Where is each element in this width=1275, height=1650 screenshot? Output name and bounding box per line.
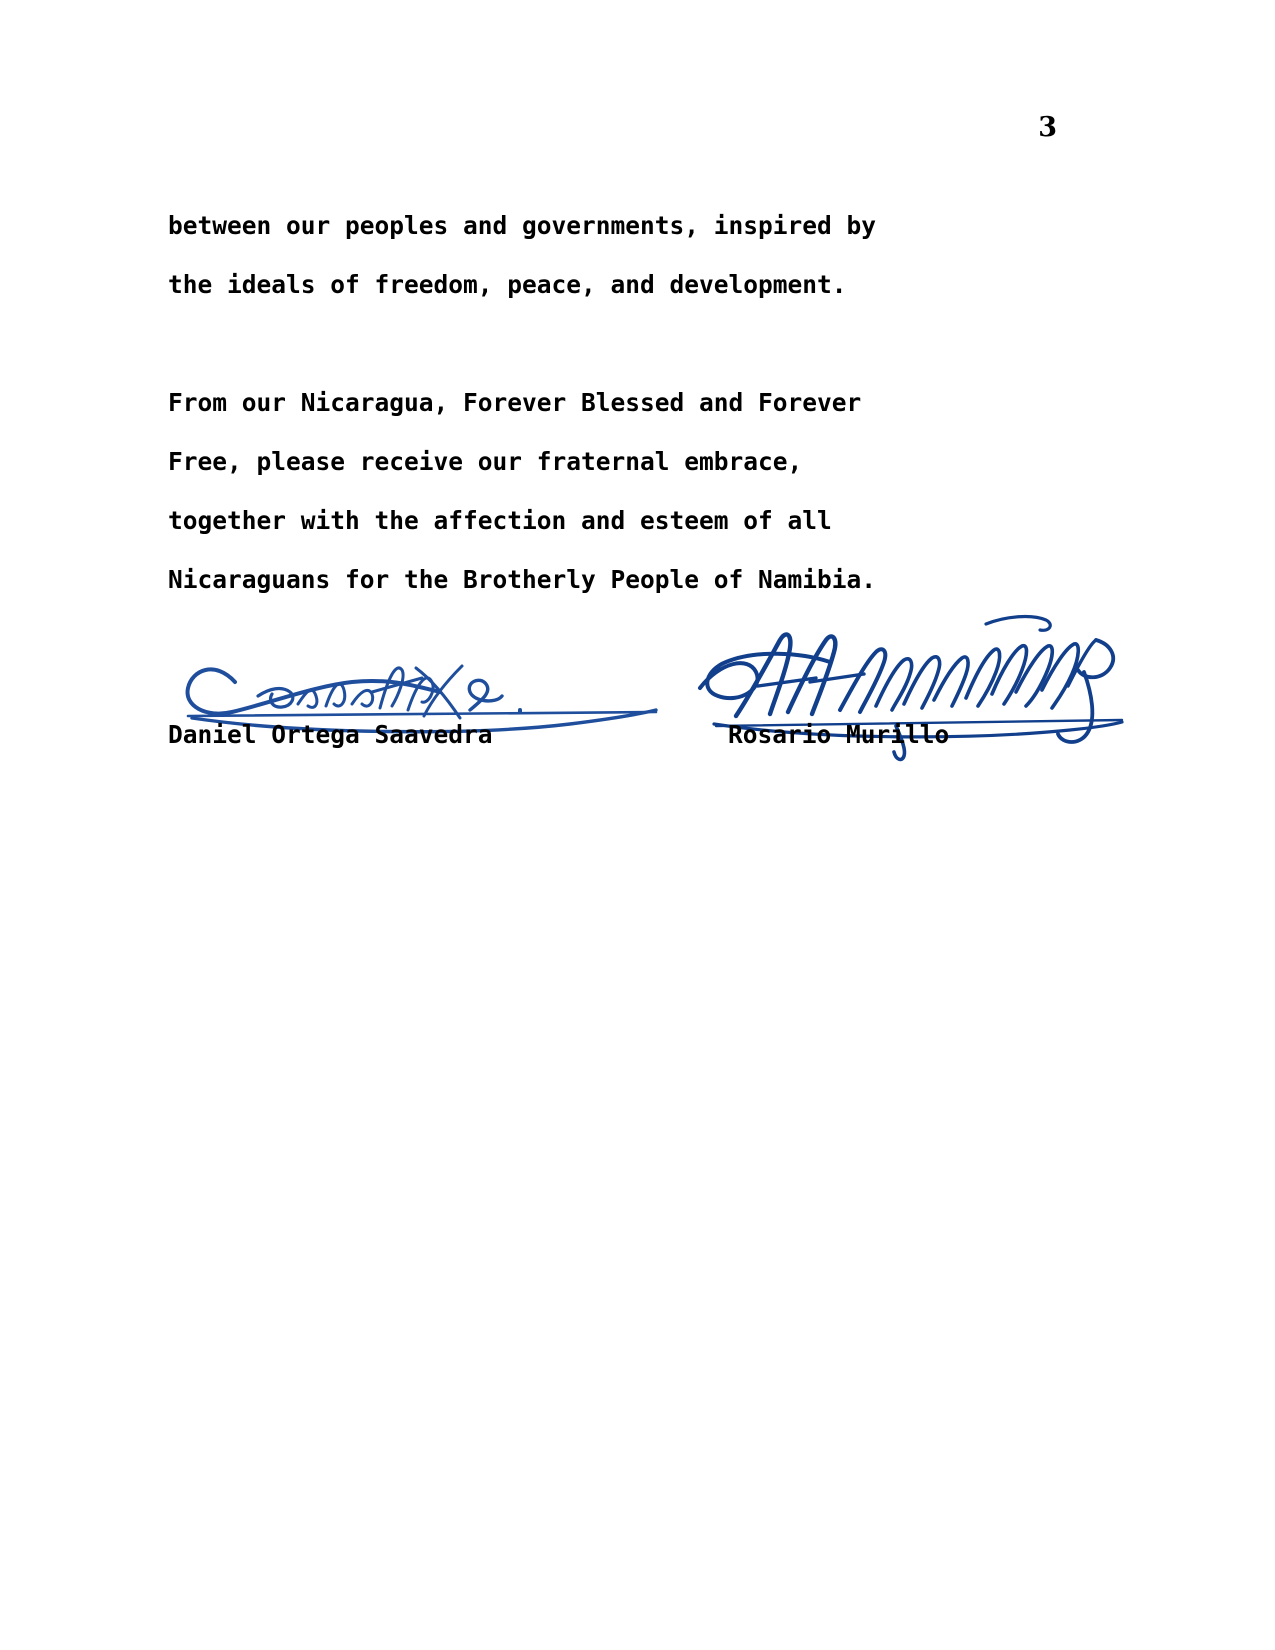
signature-block — [140, 600, 1140, 800]
paragraph-2-line-2: Free, please receive our fraternal embrace, — [168, 447, 803, 476]
signature-names — [168, 720, 1068, 749]
paragraph-2-line-1: From our Nicaragua, Forever Blessed and Forever — [168, 388, 862, 417]
page-number: 3 — [1038, 112, 1057, 143]
signature-marks — [140, 600, 1140, 800]
signature-name-left: Daniel Ortega Saavedra — [168, 720, 493, 749]
paragraph-1-line-2: the ideals of freedom, peace, and development. — [168, 270, 847, 299]
paragraph-1 — [168, 196, 1052, 314]
paragraph-2-line-4: Nicaraguans for the Brotherly People of Namibia. — [168, 565, 877, 594]
document-body — [168, 196, 1052, 609]
paragraph-2 — [168, 373, 1052, 609]
paragraph-2-line-3: together with the affection and esteem of all — [168, 506, 832, 535]
paragraph-1-line-1: between our peoples and governments, inspired by — [168, 211, 877, 240]
signature-name-right: Rosario Murillo — [728, 720, 950, 749]
